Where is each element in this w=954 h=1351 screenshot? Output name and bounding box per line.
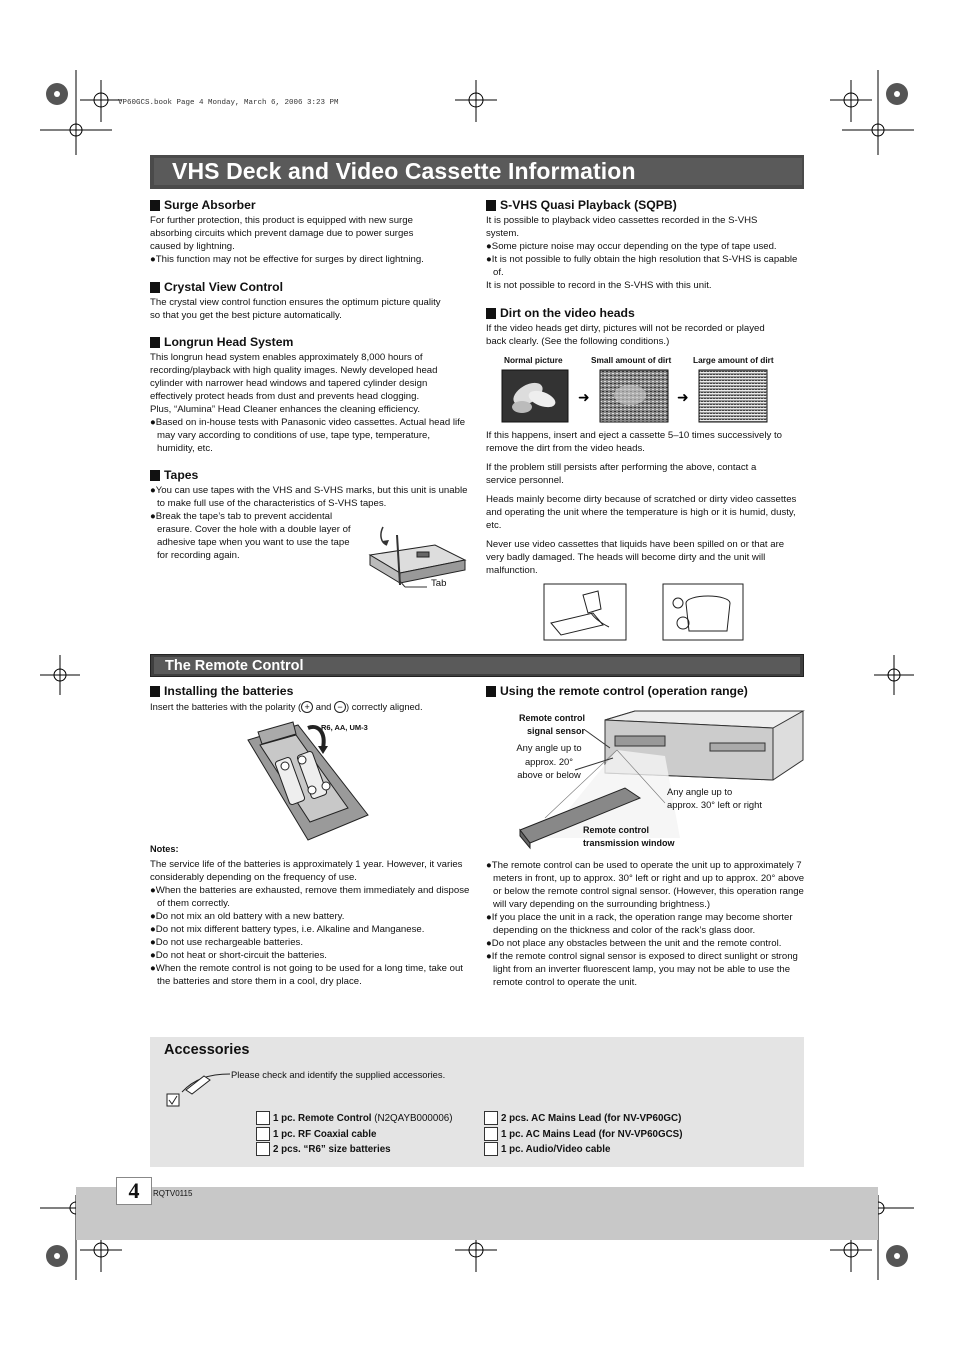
dirt-pictures: [500, 369, 770, 424]
square-bullet-icon: [150, 686, 160, 697]
tapes-heading: Tapes: [164, 468, 199, 482]
install-text-a: Insert the batteries with the polarity (: [150, 701, 302, 712]
accessory-item: [484, 1142, 682, 1158]
caption-large-dirt: Large amount of dirt: [693, 355, 774, 365]
sqpb-bullet-2: ●It is not possible to fully obtain the high resolution that S-VHS is capable of.: [486, 254, 798, 278]
sqpb-section: [486, 198, 806, 292]
sqpb-heading: S-VHS Quasi Playback (SQPB): [500, 198, 677, 212]
battery-notes: [150, 843, 468, 988]
square-bullet-icon: [486, 308, 496, 319]
cassette-tab-illustration: [365, 515, 470, 590]
checkbox[interactable]: [484, 1142, 498, 1156]
accessory-name: 1 pc. Remote Control: [273, 1113, 372, 1124]
crystal-section: [150, 280, 468, 322]
footer-band: [76, 1187, 878, 1240]
notes-bullet-6: ●When the remote control is not going to be used for a long time, take out the batteries and store them in a cool, dry place.: [150, 963, 463, 987]
sensor-label-1: Remote control: [518, 713, 585, 723]
surge-text-3: caused by lightning.: [150, 241, 235, 252]
accessory-name: 1 pc. RF Coaxial cable: [273, 1128, 377, 1140]
battery-installation-illustration: [238, 720, 378, 845]
page-number-box: [116, 1177, 152, 1205]
crystal-text-2: so that you get the best picture automatically.: [150, 310, 342, 321]
range-bullets: [486, 859, 806, 989]
install-text-b: and: [313, 701, 334, 712]
notes-text: The service life of the batteries is approximately 1 year. However, it varies considerably depending on the frequency of use.: [150, 859, 463, 883]
horizontal-angle-label-2: approx. 30° left or right: [667, 799, 762, 810]
tab-label: Tab: [431, 578, 447, 589]
arrow-right-icon: ➜: [677, 390, 689, 406]
window-label: [583, 824, 675, 850]
battery-type-label: R6, AA, UM-3: [321, 723, 368, 732]
notes-bullet-5: ●Do not heat or short-circuit the batteries.: [150, 950, 327, 961]
print-header: VP60GCS.book Page 4 Monday, March 6, 2006 3:23 PM: [118, 99, 339, 107]
dirt-para-4: Never use video cassettes that liquids have been spilled on or that are very badly damaged. The heads will become dirty and the unit will malfunction.: [486, 539, 785, 576]
dirt-heading: Dirt on the video heads: [500, 306, 635, 320]
notes-bullet-1: ●When the batteries are exhausted, remove them immediately and dispose of them correctly.: [150, 885, 470, 909]
notes-bullet-2: ●Do not mix an old battery with a new battery.: [150, 911, 345, 922]
accessory-name: 1 pc. AC Mains Lead (for NV-VP60GCS): [501, 1128, 683, 1140]
remote-section-title: The Remote Control: [165, 658, 304, 674]
caption-small-dirt: Small amount of dirt: [591, 355, 672, 365]
accessories-right-list: [484, 1111, 682, 1158]
vertical-angle-label-3: above or below: [517, 769, 581, 780]
accessories-intro: Please check and identify the supplied accessories.: [231, 1069, 446, 1080]
sqpb-bullet-1: ●Some picture noise may occur depending on the type of tape used.: [486, 241, 777, 252]
longrun-bullet: ●Based on in-house tests with Panasonic video cassettes. Actual head life may vary according to conditions of use, tape type, temperature, humidity, etc.: [150, 417, 466, 454]
install-heading: Installing the batteries: [164, 684, 294, 698]
page-number: 4: [128, 1178, 140, 1203]
checkbox[interactable]: [484, 1111, 498, 1125]
surge-heading: Surge Absorber: [164, 198, 256, 212]
notes-bullet-3: ●Do not mix different battery types, i.e. Alkaline and Manganese.: [150, 924, 425, 935]
caption-normal: Normal picture: [504, 355, 563, 365]
dirt-para-3: Heads mainly become dirty because of scratched or dirty video cassettes and operating the unit where the temperature is high or it is humid, dusty, etc.: [486, 494, 797, 531]
accessory-name: 1 pc. Audio/Video cable: [501, 1144, 611, 1155]
longrun-text-4: effectively protect heads from dust and prevents head clogging.: [150, 391, 420, 402]
vertical-angle-label-1: Any angle up to: [516, 742, 582, 753]
longrun-text-5: Plus, “Alumina” Head Cleaner enhances the cleaning efficiency.: [150, 404, 421, 415]
square-bullet-icon: [150, 337, 160, 348]
accessory-item: [256, 1127, 453, 1143]
longrun-text-1: This longrun head system enables approximately 8,000 hours of: [150, 352, 423, 363]
checkbox[interactable]: [484, 1127, 498, 1141]
square-bullet-icon: [486, 686, 496, 697]
accessories-left-list: [256, 1111, 453, 1158]
notes-heading: Notes:: [150, 844, 179, 854]
horizontal-angle-label: [667, 785, 762, 811]
accessory-item: [256, 1111, 453, 1127]
accessory-item: [484, 1127, 682, 1143]
accessory-item: [484, 1111, 682, 1127]
dirt-text-1: If the video heads get dirty, pictures will not be recorded or played: [486, 323, 765, 334]
remote-section-bar: [150, 654, 804, 677]
dirt-text-2: back clearly. (See the following conditions.): [486, 336, 670, 347]
surge-text-2: absorbing circuits which prevent damage due to power surges: [150, 228, 414, 239]
square-bullet-icon: [150, 200, 160, 211]
dirt-para-2: If the problem still persists after performing the above, contact a service personnel.: [486, 462, 757, 486]
surge-section: [150, 198, 468, 266]
notes-bullet-4: ●Do not use rechargeable batteries.: [150, 937, 303, 948]
damaged-cassette-illustrations: [543, 583, 745, 641]
sqpb-text-3: It is not possible to record in the S-VHS with this unit.: [486, 280, 712, 291]
accessory-item: [256, 1142, 453, 1158]
crystal-text-1: The crystal view control function ensures the optimum picture quality: [150, 297, 441, 308]
sensor-label: [508, 712, 585, 738]
checkbox[interactable]: [256, 1142, 270, 1156]
longrun-heading: Longrun Head System: [164, 335, 294, 349]
range-heading: Using the remote control (operation range): [500, 684, 748, 698]
dirt-section: [486, 306, 806, 348]
range-bullet-1: ●The remote control can be used to operate the unit up to approximately 7 meters in front, up to approx. 30° left or right and up to approx. 20° above or below the remote control signal sensor. (However, this operation range will vary depending on the surrounding brightness.): [486, 860, 805, 910]
page-title-bar: [150, 155, 804, 189]
accessory-name: 2 pcs. “R6” size batteries: [273, 1144, 391, 1155]
longrun-text-3: cylinder with narrower head windows and tapered cylinder design: [150, 378, 428, 389]
square-bullet-icon: [150, 282, 160, 293]
square-bullet-icon: [150, 470, 160, 481]
accessory-part-number: (N2QAYB000006): [371, 1113, 453, 1124]
page-title: VHS Deck and Video Cassette Information: [172, 158, 636, 184]
surge-text-1: For further protection, this product is equipped with new surge: [150, 215, 413, 226]
tapes-bullet-2: ●Break the tape’s tab to prevent accidental erasure. Cover the hole with a double layer of adhesive tape when you want to use the tape for recording again.: [150, 511, 351, 561]
minus-polarity-icon: −: [334, 701, 346, 713]
accessories-panel: [150, 1037, 804, 1167]
vertical-angle-label: [505, 741, 593, 782]
sqpb-text-2: system.: [486, 228, 520, 239]
range-section: [486, 684, 806, 698]
longrun-text-2: recording/playback with high quality images. Newly developed head: [150, 365, 438, 376]
range-bullet-2: ●If you place the unit in a rack, the operation range may become shorter depending on the thickness and color of the rack’s glass door.: [486, 912, 793, 936]
install-section: [150, 684, 468, 713]
dirt-para-1: If this happens, insert and eject a cassette 5–10 times successively to remove the dirt from the video heads.: [486, 430, 782, 454]
tapes-bullet-1: ●You can use tapes with the VHS and S-VHS marks, but this unit is unable to make full use of the characteristics of S-VHS tapes.: [150, 485, 468, 509]
sqpb-text-1: It is possible to playback video cassettes recorded in the S-VHS: [486, 215, 758, 226]
pen-check-icon: [164, 1064, 234, 1112]
square-bullet-icon: [486, 200, 496, 211]
accessories-heading: Accessories: [164, 1042, 250, 1058]
plus-polarity-icon: +: [301, 701, 313, 713]
checkbox[interactable]: [256, 1111, 270, 1125]
install-text-c: ) correctly aligned.: [345, 701, 423, 712]
dirt-body: [486, 429, 806, 577]
accessory-name: 2 pcs. AC Mains Lead (for NV-VP60GC): [501, 1113, 682, 1124]
window-label-2: transmission window: [583, 838, 675, 848]
checkbox[interactable]: [256, 1127, 270, 1141]
crystal-heading: Crystal View Control: [164, 280, 283, 294]
longrun-section: [150, 335, 468, 455]
range-bullet-3: ●Do not place any obstacles between the unit and the remote control.: [486, 938, 782, 949]
surge-bullet: ●This function may not be effective for surges by direct lightning.: [150, 254, 424, 265]
arrow-right-icon: ➜: [578, 390, 590, 406]
vertical-angle-label-2: approx. 20°: [524, 755, 574, 767]
doc-code: RQTV0115: [153, 1189, 193, 1198]
range-bullet-4: ●If the remote control signal sensor is exposed to direct sunlight or strong light from an inverter fluorescent lamp, you may not be able to use the remote control to operate the unit.: [486, 951, 798, 988]
window-label-1: Remote control: [583, 825, 650, 835]
sensor-label-2: signal sensor: [526, 726, 585, 736]
horizontal-angle-label-1: Any angle up to: [667, 786, 733, 797]
